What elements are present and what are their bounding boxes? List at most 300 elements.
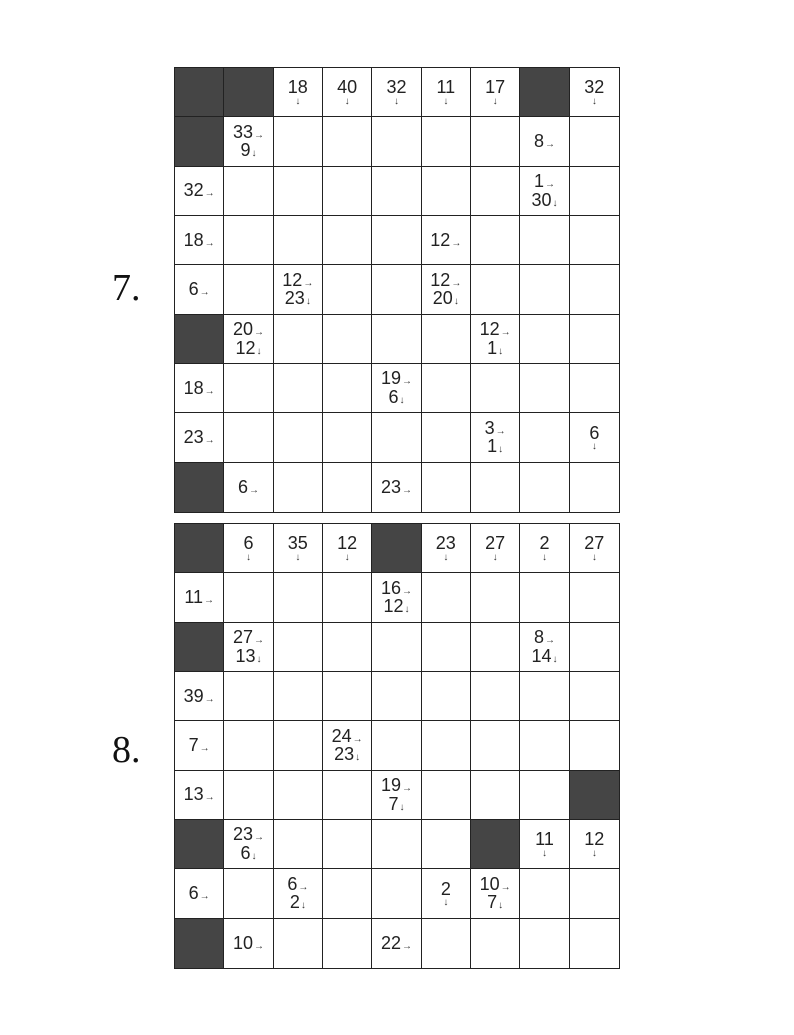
right-arrow-icon: → (451, 237, 462, 249)
down-clue (487, 893, 503, 912)
answer-cell[interactable] (471, 117, 520, 166)
across-clue-value: 10 (232, 932, 253, 953)
clue-cell-down (570, 413, 619, 462)
answer-cell[interactable] (274, 573, 323, 622)
across-clue (381, 478, 412, 497)
across-clue-value: 33 (232, 121, 253, 142)
answer-cell[interactable] (570, 216, 619, 265)
across-clue-value: 8 (533, 131, 544, 152)
clue-cell (175, 216, 224, 265)
answer-cell[interactable] (372, 265, 421, 314)
right-arrow-icon: → (298, 881, 309, 893)
clue-cell (224, 315, 273, 364)
across-clue-value: 3 (484, 417, 495, 438)
answer-cell[interactable] (372, 216, 421, 265)
down-clue (235, 647, 261, 666)
down-clue-value: 7 (487, 892, 498, 913)
right-arrow-icon: → (204, 435, 215, 447)
down-clue (485, 534, 505, 562)
kakuro-grid-8 (174, 523, 620, 969)
down-clue-value: 6 (243, 533, 254, 554)
down-clue-value: 6 (388, 387, 399, 408)
across-clue (430, 271, 461, 290)
answer-cell[interactable] (224, 721, 273, 770)
down-clue (433, 289, 459, 308)
down-clue (539, 534, 549, 562)
clue-cell (224, 623, 273, 672)
right-arrow-icon: → (500, 881, 511, 893)
down-clue-value: 11 (535, 829, 554, 850)
puzzle-7-number: 7. (112, 267, 141, 309)
down-clue-value: 2 (539, 533, 550, 554)
across-clue-value: 12 (479, 318, 500, 339)
clue-cell-down (323, 68, 372, 117)
down-clue-value: 2 (440, 878, 451, 899)
across-clue-value: 23 (183, 427, 204, 448)
answer-cell[interactable] (422, 117, 471, 166)
clue-cell-down (274, 524, 323, 573)
blocked-cell (175, 524, 224, 573)
right-arrow-icon: → (199, 891, 210, 903)
across-clue (233, 628, 264, 647)
answer-cell[interactable] (323, 167, 372, 216)
answer-cell[interactable] (323, 315, 372, 364)
down-clue (535, 830, 554, 858)
answer-cell[interactable] (372, 413, 421, 462)
across-clue (381, 776, 412, 795)
down-clue (337, 78, 357, 106)
across-clue-value: 23 (232, 824, 253, 845)
answer-cell[interactable] (570, 919, 619, 968)
down-clue-value: 27 (485, 533, 506, 554)
answer-cell[interactable] (274, 413, 323, 462)
answer-cell[interactable] (471, 623, 520, 672)
answer-cell[interactable] (471, 919, 520, 968)
down-arrow-icon: ↓ (498, 444, 504, 456)
across-clue (233, 123, 264, 142)
answer-cell[interactable] (570, 623, 619, 672)
answer-cell[interactable] (323, 216, 372, 265)
across-clue (381, 579, 412, 598)
right-arrow-icon: → (204, 385, 215, 397)
down-clue (243, 534, 253, 562)
across-clue-value: 6 (237, 476, 248, 497)
down-arrow-icon: ↓ (498, 900, 504, 912)
across-clue-value: 27 (232, 626, 253, 647)
blocked-cell (570, 771, 619, 820)
clue-cell-down (323, 524, 372, 573)
clue-cell-down (422, 524, 471, 573)
answer-cell[interactable] (471, 771, 520, 820)
down-clue-value: 32 (386, 77, 407, 98)
clue-cell (175, 167, 224, 216)
across-clue-value: 6 (188, 279, 199, 300)
answer-cell[interactable] (323, 672, 372, 721)
down-clue (589, 424, 599, 452)
down-arrow-icon: ↓ (552, 653, 558, 665)
answer-cell[interactable] (471, 265, 520, 314)
answer-cell[interactable] (422, 167, 471, 216)
answer-cell[interactable] (570, 364, 619, 413)
right-arrow-icon: → (545, 634, 555, 646)
down-clue-value: 12 (584, 829, 605, 850)
clue-cell-down (570, 524, 619, 573)
right-arrow-icon: → (303, 277, 314, 289)
clue-cell (520, 623, 569, 672)
answer-cell[interactable] (520, 672, 569, 721)
answer-cell[interactable] (520, 771, 569, 820)
down-arrow-icon: ↓ (355, 752, 361, 764)
answer-cell[interactable] (224, 869, 273, 918)
down-arrow-icon: ↓ (541, 848, 547, 860)
down-clue (383, 597, 409, 616)
across-clue (184, 785, 215, 804)
across-clue (184, 428, 215, 447)
answer-cell[interactable] (323, 364, 372, 413)
down-arrow-icon: ↓ (399, 395, 405, 407)
across-clue-value: 39 (183, 685, 204, 706)
across-clue-value: 24 (331, 725, 352, 746)
across-clue (233, 934, 264, 953)
answer-cell[interactable] (274, 919, 323, 968)
down-arrow-icon: ↓ (245, 552, 251, 564)
blocked-cell (520, 68, 569, 117)
clue-cell (323, 721, 372, 770)
down-arrow-icon: ↓ (256, 653, 262, 665)
across-clue (189, 736, 210, 755)
across-clue-value: 19 (380, 368, 401, 389)
answer-cell[interactable] (422, 919, 471, 968)
down-clue-value: 14 (531, 645, 552, 666)
answer-cell[interactable] (570, 315, 619, 364)
clue-cell-down (471, 68, 520, 117)
across-clue-value: 7 (188, 735, 199, 756)
across-clue-value: 12 (430, 269, 451, 290)
right-arrow-icon: → (402, 376, 412, 388)
blocked-cell (175, 919, 224, 968)
answer-cell[interactable] (422, 820, 471, 869)
answer-cell[interactable] (224, 672, 273, 721)
answer-cell[interactable] (422, 315, 471, 364)
across-clue (282, 271, 313, 290)
answer-cell[interactable] (274, 364, 323, 413)
answer-cell[interactable] (323, 573, 372, 622)
answer-cell[interactable] (274, 771, 323, 820)
across-clue-value: 11 (184, 587, 203, 608)
across-clue (184, 379, 215, 398)
answer-cell[interactable] (422, 573, 471, 622)
across-clue (184, 588, 214, 607)
answer-cell[interactable] (274, 721, 323, 770)
answer-cell[interactable] (224, 216, 273, 265)
clue-cell (175, 672, 224, 721)
down-clue-value: 27 (584, 533, 605, 554)
down-clue (386, 78, 406, 106)
answer-cell[interactable] (422, 672, 471, 721)
answer-cell[interactable] (520, 265, 569, 314)
answer-cell[interactable] (224, 573, 273, 622)
answer-cell[interactable] (471, 463, 520, 512)
clue-cell (224, 463, 273, 512)
clue-cell (175, 573, 224, 622)
blocked-cell (372, 524, 421, 573)
answer-cell[interactable] (372, 167, 421, 216)
answer-cell[interactable] (520, 364, 569, 413)
clue-cell-down (471, 524, 520, 573)
answer-cell[interactable] (570, 672, 619, 721)
answer-cell[interactable] (274, 216, 323, 265)
answer-cell[interactable] (274, 463, 323, 512)
down-clue-value: 30 (531, 189, 552, 210)
down-arrow-icon: ↓ (393, 96, 399, 108)
across-clue (381, 369, 412, 388)
clue-cell (422, 216, 471, 265)
answer-cell[interactable] (372, 117, 421, 166)
across-clue (233, 825, 264, 844)
answer-cell[interactable] (570, 463, 619, 512)
down-arrow-icon: ↓ (300, 900, 306, 912)
blocked-cell (175, 68, 224, 117)
down-clue (436, 78, 455, 106)
clue-cell (274, 265, 323, 314)
answer-cell[interactable] (422, 463, 471, 512)
down-arrow-icon: ↓ (305, 296, 311, 308)
clue-cell-down (274, 68, 323, 117)
clue-cell-down (422, 68, 471, 117)
answer-cell[interactable] (471, 573, 520, 622)
down-clue-value: 12 (383, 596, 404, 617)
clue-cell (224, 820, 273, 869)
right-arrow-icon: → (199, 287, 210, 299)
across-clue (381, 934, 412, 953)
down-arrow-icon: ↓ (541, 552, 547, 564)
answer-cell[interactable] (323, 771, 372, 820)
clue-cell (175, 869, 224, 918)
answer-cell[interactable] (422, 771, 471, 820)
across-clue-value: 19 (380, 774, 401, 795)
down-clue-value: 35 (287, 533, 308, 554)
answer-cell[interactable] (471, 216, 520, 265)
answer-cell[interactable] (471, 721, 520, 770)
answer-cell[interactable] (520, 573, 569, 622)
answer-cell[interactable] (372, 315, 421, 364)
answer-cell[interactable] (570, 167, 619, 216)
clue-cell (224, 919, 273, 968)
down-arrow-icon: ↓ (443, 897, 449, 909)
down-arrow-icon: ↓ (443, 96, 449, 108)
right-arrow-icon: → (545, 178, 555, 190)
answer-cell[interactable] (274, 315, 323, 364)
right-arrow-icon: → (402, 940, 412, 952)
across-clue (184, 181, 215, 200)
down-arrow-icon: ↓ (344, 96, 350, 108)
answer-cell[interactable] (274, 820, 323, 869)
answer-cell[interactable] (224, 771, 273, 820)
across-clue (480, 875, 511, 894)
clue-cell (372, 771, 421, 820)
across-clue (287, 875, 308, 894)
blocked-cell (175, 315, 224, 364)
clue-cell (520, 117, 569, 166)
clue-cell-down (224, 524, 273, 573)
down-clue (584, 830, 604, 858)
down-clue-value: 11 (436, 77, 456, 98)
down-clue-value: 2 (289, 892, 300, 913)
down-clue-value: 6 (589, 422, 600, 443)
right-arrow-icon: → (500, 326, 511, 338)
down-clue (285, 289, 311, 308)
answer-cell[interactable] (323, 919, 372, 968)
clue-cell (175, 771, 224, 820)
down-clue-value: 6 (240, 843, 251, 864)
across-clue-value: 16 (380, 577, 401, 598)
clue-cell (372, 573, 421, 622)
answer-cell[interactable] (372, 672, 421, 721)
down-arrow-icon: ↓ (295, 552, 301, 564)
across-clue (534, 172, 555, 191)
answer-cell[interactable] (422, 364, 471, 413)
blocked-cell (175, 117, 224, 166)
clue-cell (471, 869, 520, 918)
across-clue-value: 6 (287, 873, 298, 894)
answer-cell[interactable] (422, 413, 471, 462)
down-clue-value: 13 (235, 645, 256, 666)
answer-cell[interactable] (471, 672, 520, 721)
clue-cell-down (520, 820, 569, 869)
answer-cell[interactable] (323, 623, 372, 672)
answer-cell[interactable] (520, 869, 569, 918)
answer-cell[interactable] (323, 265, 372, 314)
down-clue-value: 20 (432, 288, 453, 309)
across-clue-value: 18 (183, 377, 204, 398)
across-clue (534, 628, 555, 647)
answer-cell[interactable] (520, 315, 569, 364)
blocked-cell (175, 623, 224, 672)
right-arrow-icon: → (254, 940, 264, 952)
across-clue (534, 132, 555, 151)
right-arrow-icon: → (352, 733, 363, 745)
answer-cell[interactable] (570, 869, 619, 918)
answer-cell[interactable] (570, 265, 619, 314)
down-clue (487, 339, 503, 358)
answer-cell[interactable] (372, 623, 421, 672)
answer-cell[interactable] (323, 117, 372, 166)
blocked-cell (175, 820, 224, 869)
clue-cell (175, 721, 224, 770)
down-clue (441, 880, 451, 908)
down-arrow-icon: ↓ (443, 552, 449, 564)
clue-cell (274, 869, 323, 918)
down-clue-value: 23 (334, 744, 355, 765)
down-clue (240, 844, 256, 863)
down-clue (288, 78, 308, 106)
right-arrow-icon: → (402, 782, 412, 794)
answer-cell[interactable] (520, 463, 569, 512)
across-clue (485, 419, 506, 438)
answer-cell[interactable] (570, 117, 619, 166)
answer-cell[interactable] (224, 167, 273, 216)
down-clue-value: 40 (337, 77, 358, 98)
down-clue-value: 23 (284, 288, 305, 309)
answer-cell[interactable] (323, 413, 372, 462)
down-arrow-icon: ↓ (498, 345, 504, 357)
answer-cell[interactable] (323, 463, 372, 512)
answer-cell[interactable] (274, 117, 323, 166)
down-clue (487, 437, 503, 456)
answer-cell[interactable] (274, 672, 323, 721)
down-clue (531, 647, 557, 666)
across-clue-value: 10 (479, 873, 500, 894)
down-clue-value: 23 (435, 533, 456, 554)
answer-cell[interactable] (422, 721, 471, 770)
kakuro-grid-7 (174, 67, 620, 513)
across-clue-value: 22 (380, 932, 401, 953)
down-clue (584, 78, 604, 106)
down-clue-value: 18 (287, 77, 308, 98)
right-arrow-icon: → (199, 743, 210, 755)
answer-cell[interactable] (520, 413, 569, 462)
answer-cell[interactable] (520, 919, 569, 968)
answer-cell[interactable] (372, 869, 421, 918)
clue-cell (175, 265, 224, 314)
blocked-cell (471, 820, 520, 869)
answer-cell[interactable] (520, 721, 569, 770)
right-arrow-icon: → (204, 188, 215, 200)
answer-cell[interactable] (224, 364, 273, 413)
across-clue-value: 1 (533, 170, 544, 191)
answer-cell[interactable] (372, 721, 421, 770)
clue-cell (372, 463, 421, 512)
right-arrow-icon: → (402, 585, 412, 597)
across-clue-value: 20 (232, 318, 253, 339)
clue-cell (471, 315, 520, 364)
right-arrow-icon: → (495, 425, 506, 437)
answer-cell[interactable] (471, 364, 520, 413)
down-clue-value: 12 (235, 337, 256, 358)
answer-cell[interactable] (372, 820, 421, 869)
right-arrow-icon: → (545, 139, 555, 151)
answer-cell[interactable] (471, 167, 520, 216)
answer-cell[interactable] (323, 869, 372, 918)
down-arrow-icon: ↓ (295, 96, 301, 108)
right-arrow-icon: → (204, 237, 215, 249)
answer-cell[interactable] (422, 623, 471, 672)
clue-cell-down (570, 820, 619, 869)
right-arrow-icon: → (249, 484, 259, 496)
clue-cell (471, 413, 520, 462)
answer-cell[interactable] (323, 820, 372, 869)
across-clue-value: 12 (430, 229, 451, 250)
down-clue (485, 78, 505, 106)
answer-cell[interactable] (520, 216, 569, 265)
answer-cell[interactable] (274, 167, 323, 216)
clue-cell-down (570, 68, 619, 117)
answer-cell[interactable] (224, 265, 273, 314)
across-clue-value: 13 (183, 784, 204, 805)
down-arrow-icon: ↓ (591, 441, 597, 453)
down-clue (531, 191, 557, 210)
answer-cell[interactable] (274, 623, 323, 672)
down-clue-value: 1 (487, 436, 498, 457)
down-clue (290, 893, 306, 912)
down-clue (388, 388, 404, 407)
answer-cell[interactable] (570, 573, 619, 622)
down-clue (584, 534, 604, 562)
across-clue (332, 727, 363, 746)
answer-cell[interactable] (224, 413, 273, 462)
down-clue (388, 795, 404, 814)
answer-cell[interactable] (570, 721, 619, 770)
